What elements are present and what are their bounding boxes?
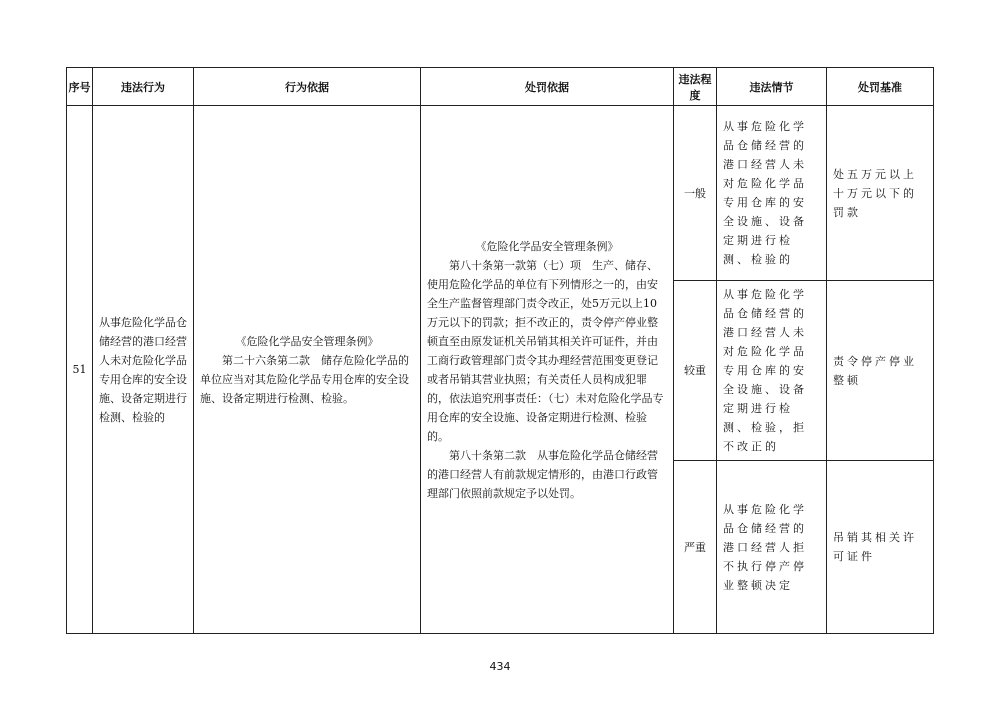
header-row <box>67 68 934 106</box>
behavior-basis-title: 《危险化学品安全管理条例》 <box>235 334 379 348</box>
header-penalty-standard: 处罚基准 <box>827 68 934 106</box>
header-penalty-basis: 处罚依据 <box>421 68 674 106</box>
penalty-basis-para2: 第八十条第二款 从事危险化学品仓储经营的港口经营人有前款规定情形的，由港口行政管理部门依照前款规定予以处罚。 <box>427 448 658 500</box>
circumstance-severe: 从事危险化学品仓储经营的港口经营人拒不执行停产停业整顿决定 <box>717 461 827 634</box>
behavior-basis-body: 第二十六条第二款 储存危险化学品的单位应当对其危险化学品专用仓库的安全设施、设备定期进行检测、检验。 <box>200 353 409 405</box>
penalty-basis-title: 《危险化学品安全管理条例》 <box>475 239 619 253</box>
violation-cell: 从事危险化学品仓储经营的港口经营人未对危险化学品专用仓库的安全设施、设备定期进行检测、检验的 <box>93 106 194 634</box>
standard-serious: 责令停产停业整顿 <box>827 281 934 461</box>
standard-severe: 吊销其相关许可证件 <box>827 461 934 634</box>
header-degree: 违法程度 <box>674 68 717 106</box>
degree-severe: 严重 <box>674 461 717 634</box>
penalty-basis-cell <box>421 106 674 634</box>
header-behavior-basis: 行为依据 <box>194 68 421 106</box>
degree-general: 一般 <box>674 106 717 281</box>
header-violation: 违法行为 <box>93 68 194 106</box>
penalty-basis-para1: 第八十条第一款第（七）项 生产、储存、使用危险化学品的单位有下列情形之一的，由安全生产监督管理部门责令改正，处5万元以上10万元以下的罚款；拒不改正的，责令停产停业整顿直至由原发证机关吊销其相关许可证件，并由工商行政管理部门责令其办理经营范围变更登记或者吊销其营业执照；有关责任人员构成犯罪的，依法追究刑事责任：（七）未对危险化学品专用仓库的安全设施、设备定期进行检测、检验的。 <box>427 258 664 443</box>
page-number: 434 <box>489 660 511 673</box>
header-seq: 序号 <box>67 68 93 106</box>
circumstance-general: 从事危险化学品仓储经营的港口经营人未对危险化学品专用仓库的安全设施、设备定期进行检测、检验的 <box>717 106 827 281</box>
header-circumstance: 违法情节 <box>717 68 827 106</box>
behavior-basis-cell <box>194 106 421 634</box>
degree-serious: 较重 <box>674 281 717 461</box>
penalty-table <box>66 67 934 634</box>
circumstance-serious: 从事危险化学品仓储经营的港口经营人未对危险化学品专用仓库的安全设施、设备定期进行检测、检验，拒不改正的 <box>717 281 827 461</box>
standard-general: 处五万元以上十万元以下的罚款 <box>827 106 934 281</box>
table-row <box>67 106 934 281</box>
seq-cell: 51 <box>67 106 93 634</box>
